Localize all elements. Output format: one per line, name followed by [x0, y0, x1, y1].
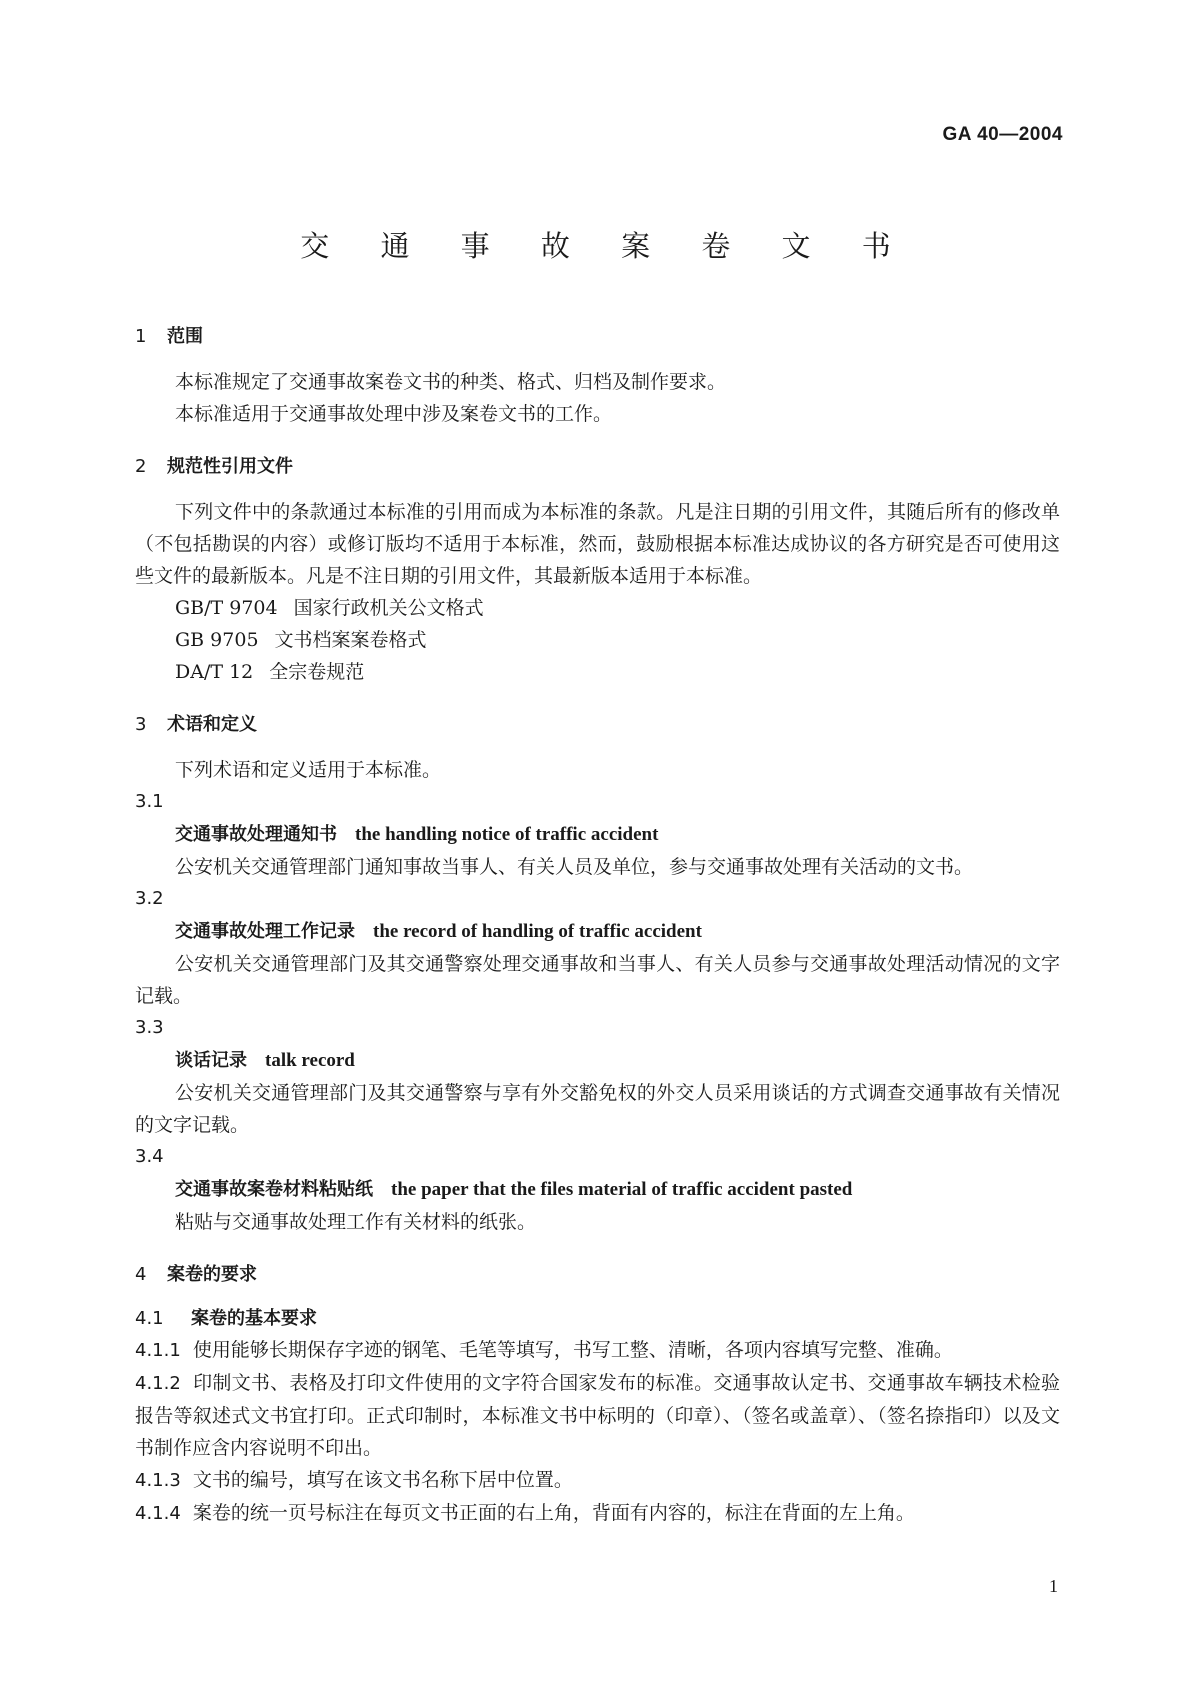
clause [135, 1367, 1060, 1464]
page-number: 1 [1049, 1576, 1058, 1596]
term-english: the record of handling of traffic accident [373, 921, 702, 942]
clause-text: 使用能够长期保存字迹的钢笔、毛笔等填写，书写工整、清晰，各项内容填写完整、准确。 [192, 1339, 953, 1361]
section-heading-3 [135, 710, 1060, 740]
term-definition: 公安机关交通管理部门及其交通警察与享有外交豁免权的外交人员采用谈话的方式调查交通事故有关情况的文字记载。 [135, 1082, 1060, 1136]
term-chinese: 谈话记录 [175, 1050, 247, 1071]
reference-item [135, 656, 1060, 688]
term-entry [135, 1012, 1060, 1141]
term-entry [135, 786, 1060, 883]
term-heading [135, 915, 1060, 948]
reference-code: DA/T 12 [175, 661, 254, 683]
section-heading-1 [135, 322, 1060, 352]
clause-text: 案卷的统一页号标注在每页文书正面的右上角，背面有内容的，标注在背面的左上角。 [192, 1502, 915, 1524]
term-number: 3.3 [135, 1017, 164, 1038]
section-title: 术语和定义 [167, 714, 257, 735]
term-heading [135, 818, 1060, 851]
term-definition: 粘贴与交通事故处理工作有关材料的纸张。 [175, 1211, 537, 1233]
term-entry [135, 1141, 1060, 1238]
section-number: 3 [135, 714, 147, 735]
paragraph: 本标准适用于交通事故处理中涉及案卷文书的工作。 [175, 403, 613, 425]
reference-name: 国家行政机关公文格式 [293, 597, 484, 619]
section-title: 范围 [167, 326, 203, 347]
term-heading [135, 1044, 1060, 1077]
clause [135, 1464, 1060, 1497]
term-definition: 公安机关交通管理部门及其交通警察处理交通事故和当事人、有关人员参与交通事故处理活动情况的文字记载。 [135, 953, 1060, 1007]
clause-text: 文书的编号，填写在该文书名称下居中位置。 [192, 1469, 573, 1491]
term-chinese: 交通事故处理工作记录 [175, 921, 355, 942]
clause-number: 4.1.4 [135, 1503, 181, 1524]
standard-code: GA 40—2004 [942, 124, 1063, 145]
paragraph: 下列术语和定义适用于本标准。 [175, 759, 442, 781]
clause-number: 4.1.2 [135, 1373, 181, 1394]
subsection-heading-4-1 [135, 1304, 1060, 1334]
term-english: the paper that the files material of traffic accident pasted [391, 1179, 853, 1200]
term-english: talk record [265, 1050, 355, 1071]
subsection-title: 案卷的基本要求 [191, 1308, 317, 1329]
term-definition: 公安机关交通管理部门通知事故当事人、有关人员及单位，参与交通事故处理有关活动的文书。 [175, 856, 974, 878]
section-heading-4 [135, 1260, 1060, 1290]
paragraph: 本标准规定了交通事故案卷文书的种类、格式、归档及制作要求。 [175, 371, 727, 393]
section-title: 规范性引用文件 [167, 456, 293, 477]
reference-item [135, 592, 1060, 624]
reference-item [135, 624, 1060, 656]
section-title: 案卷的要求 [167, 1264, 257, 1285]
clause-number: 4.1.1 [135, 1340, 181, 1361]
reference-code: GB 9705 [175, 629, 259, 651]
reference-name: 全宗卷规范 [269, 661, 365, 683]
term-heading [135, 1173, 1060, 1206]
term-chinese: 交通事故案卷材料粘贴纸 [175, 1179, 373, 1200]
subsection-number: 4.1 [135, 1308, 164, 1329]
section-number: 1 [135, 326, 147, 347]
term-number: 3.1 [135, 791, 164, 812]
reference-name: 文书档案案卷格式 [274, 629, 427, 651]
term-english: the handling notice of traffic accident [355, 824, 659, 845]
clause-number: 4.1.3 [135, 1470, 181, 1491]
clause [135, 1497, 1060, 1530]
clause [135, 1334, 1060, 1367]
paragraph: 下列文件中的条款通过本标准的引用而成为本标准的条款。凡是注日期的引用文件，其随后所有的修改单（不包括勘误的内容）或修订版均不适用于本标准，然而，鼓励根据本标准达成协议的各方研究是否可使用这些文件的最新版本。凡是不注日期的引用文件，其最新版本适用于本标准。 [135, 501, 1060, 587]
document-title: 交 通 事 故 案 卷 文 书 [300, 229, 912, 263]
document-body [135, 322, 1060, 1530]
term-chinese: 交通事故处理通知书 [175, 824, 337, 845]
clause-text: 印制文书、表格及打印文件使用的文字符合国家发布的标准。交通事故认定书、交通事故车辆技术检验报告等叙述式文书宜打印。正式印制时，本标准文书中标明的（印章）、（签名或盖章）、（签名捺指印）以及文书制作应含内容说明不印出。 [135, 1372, 1060, 1459]
term-entry [135, 883, 1060, 1012]
term-number: 3.2 [135, 888, 164, 909]
reference-code: GB/T 9704 [175, 597, 278, 619]
section-heading-2 [135, 452, 1060, 482]
section-number: 2 [135, 456, 147, 477]
section-number: 4 [135, 1264, 147, 1285]
term-number: 3.4 [135, 1146, 164, 1167]
